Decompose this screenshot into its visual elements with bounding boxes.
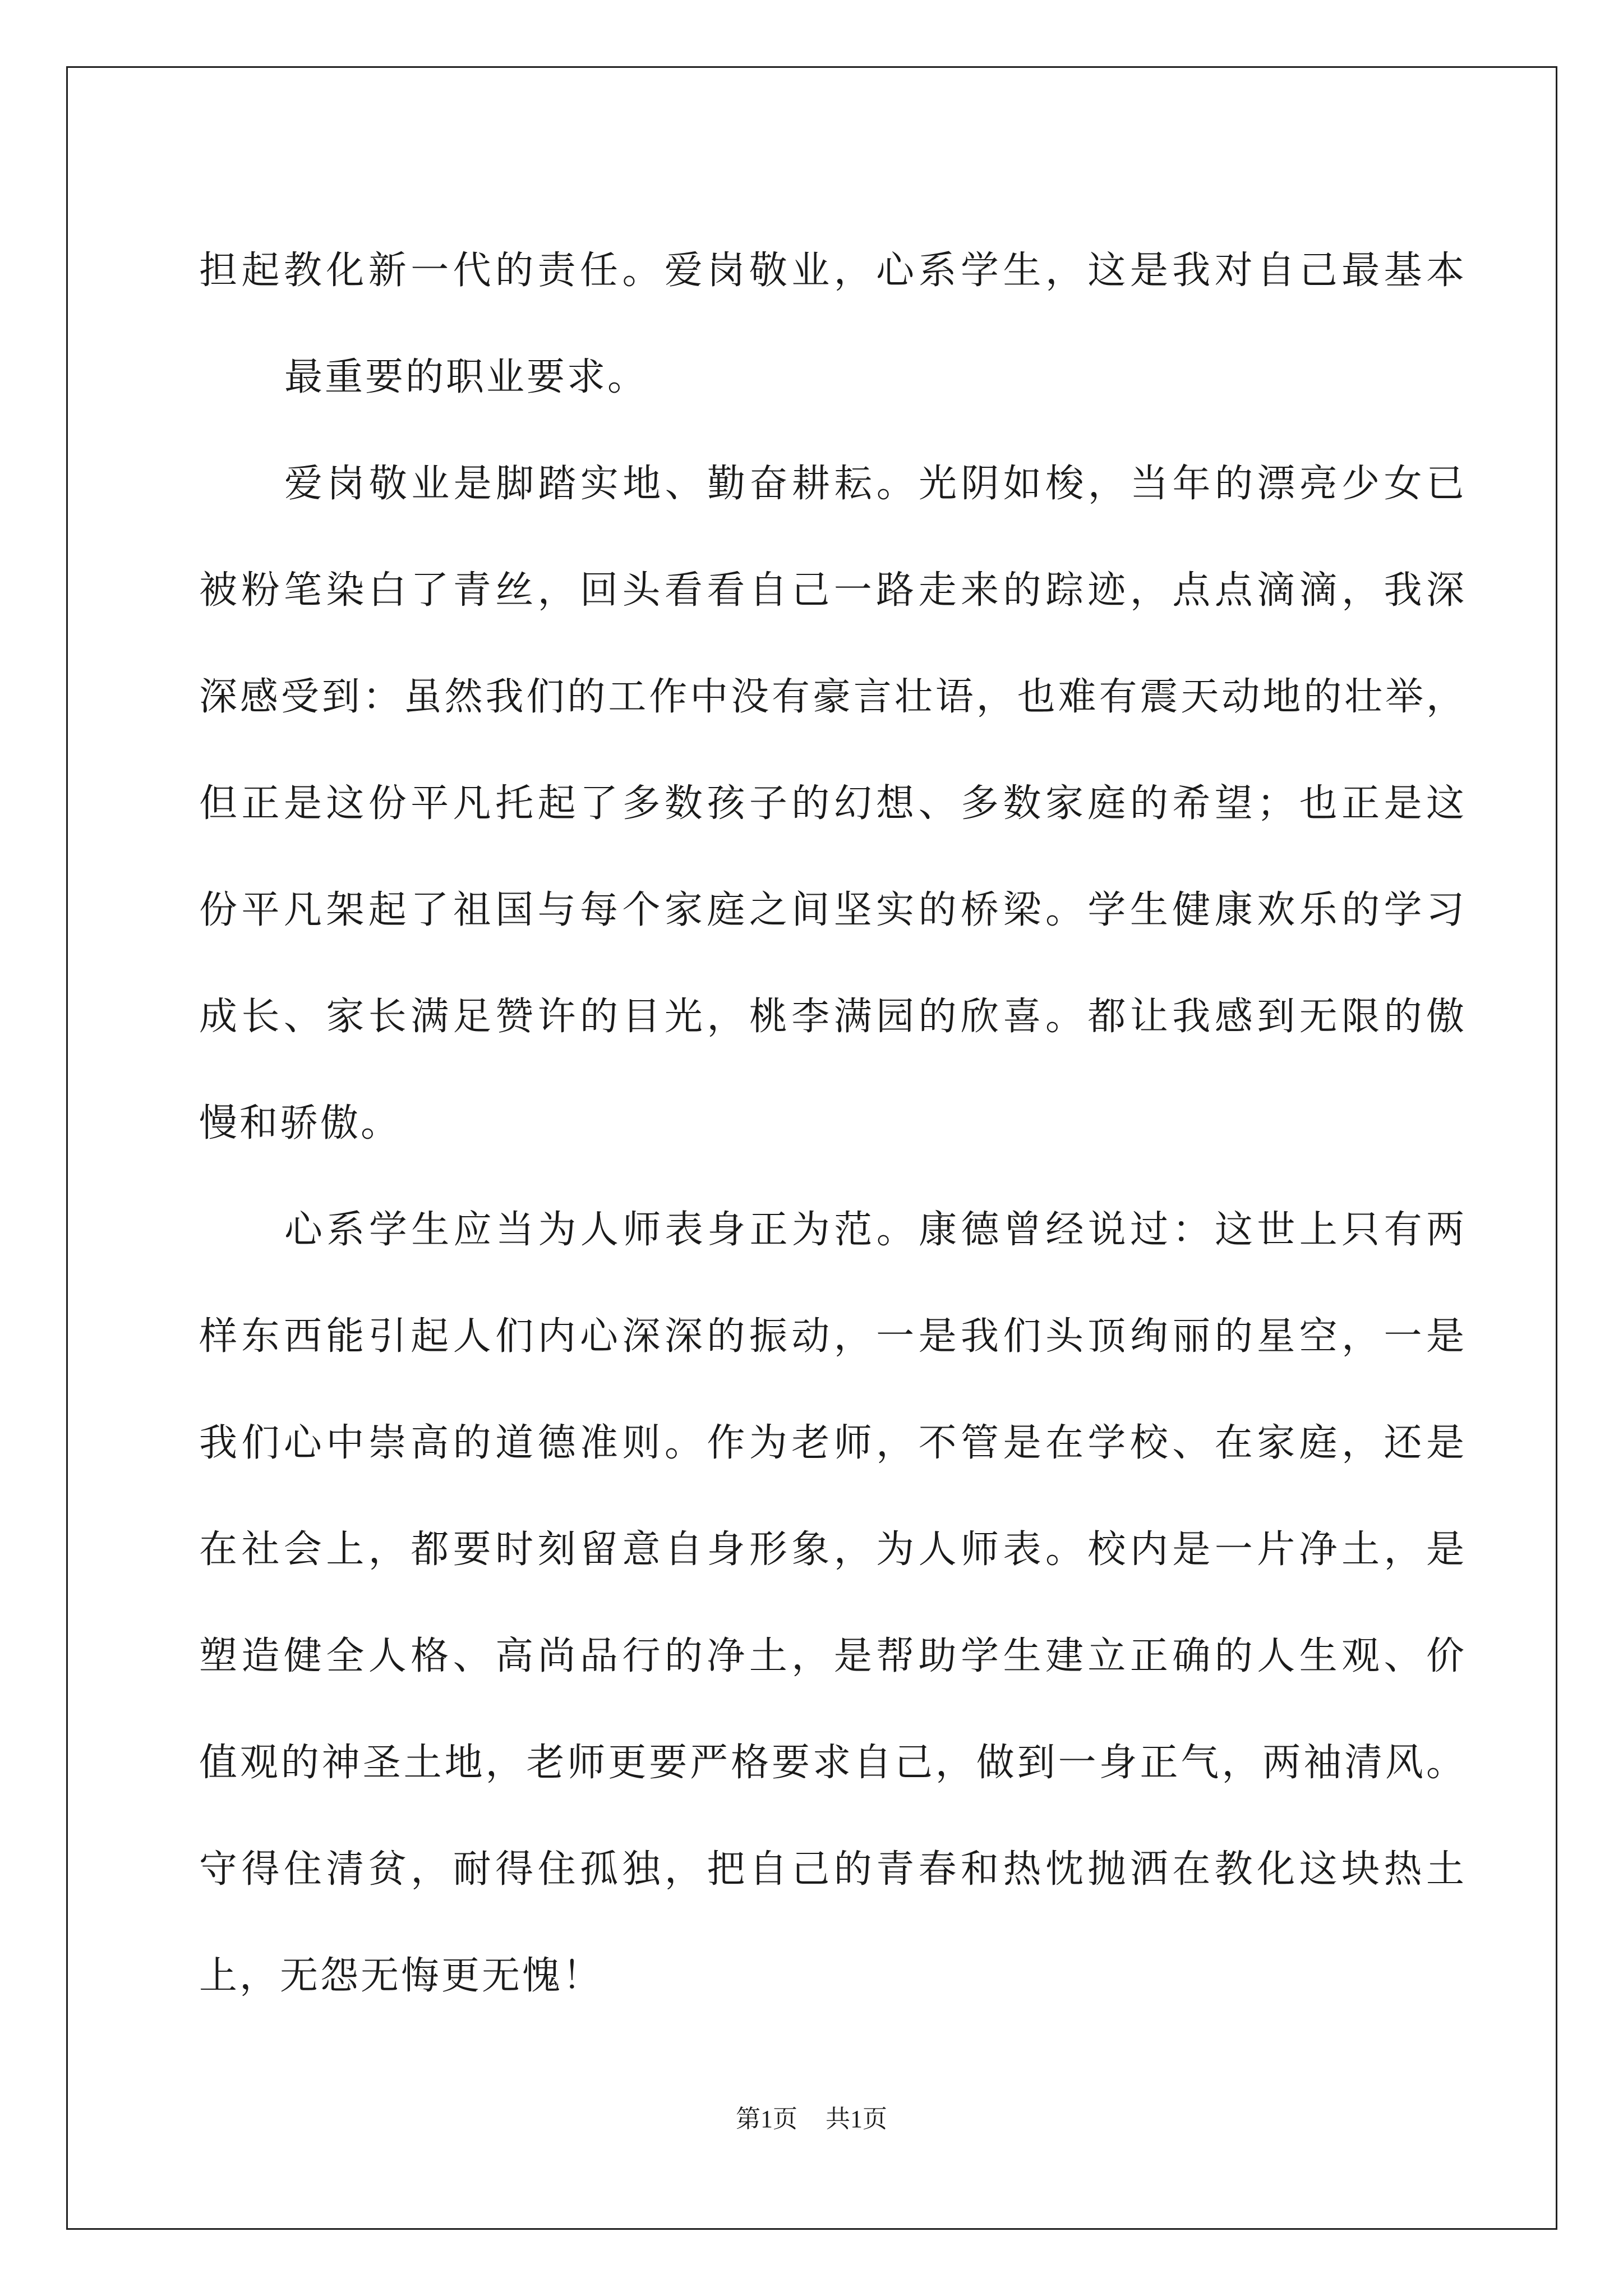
page-footer — [0, 2102, 1623, 2136]
text-line: 被粉笔染白了青丝，回头看看自己一路走来的踪迹，点点滴滴，我深 — [199, 568, 1467, 613]
document-body — [199, 218, 1467, 2030]
text-line: 份平凡架起了祖国与每个家庭之间坚实的桥梁。学生健康欢乐的学习 — [199, 888, 1467, 932]
text-line: 在社会上，都要时刻留意自身形象，为人师表。校内是一片净土，是 — [199, 1527, 1467, 1572]
page-number: 第1页 — [736, 2105, 797, 2133]
text-line: 值观的神圣土地，老师更要严格要求自己，做到一身正气，两袖清风。 — [199, 1741, 1467, 1785]
text-line: 塑造健全人格、高尚品行的净土，是帮助学生建立正确的人生观、价 — [199, 1634, 1467, 1678]
text-line: 最重要的职业要求。 — [284, 355, 648, 399]
text-line: 深感受到：虽然我们的工作中没有豪言壮语，也难有震天动地的壮举， — [199, 675, 1467, 719]
text-line: 守得住清贫，耐得住孤独，把自己的青春和热忱抛洒在教化这块热土 — [199, 1847, 1467, 1892]
text-line: 我们心中崇高的道德准则。作为老师，不管是在学校、在家庭，还是 — [199, 1421, 1467, 1465]
text-line: 但正是这份平凡托起了多数孩子的幻想、多数家庭的希望；也正是这 — [199, 781, 1467, 826]
text-line: 成长、家长满足赞许的目光，桃李满园的欣喜。都让我感到无限的傲 — [199, 995, 1467, 1039]
paragraph-start-line: 爱岗敬业是脚踏实地、勤奋耕耘。光阴如梭，当年的漂亮少女已 — [284, 462, 1467, 506]
text-line: 担起教化新一代的责任。爱岗敬业，心系学生，这是我对自己最基本 — [199, 249, 1467, 293]
paragraph-start-line: 心系学生应当为人师表身正为范。康德曾经说过：这世上只有两 — [284, 1208, 1467, 1252]
text-line: 慢和骄傲。 — [199, 1101, 402, 1145]
text-line: 上，无怨无悔更无愧！ — [199, 1954, 603, 1998]
text-line: 样东西能引起人们内心深深的振动，一是我们头顶绚丽的星空，一是 — [199, 1314, 1467, 1359]
page-total: 共1页 — [826, 2105, 887, 2133]
